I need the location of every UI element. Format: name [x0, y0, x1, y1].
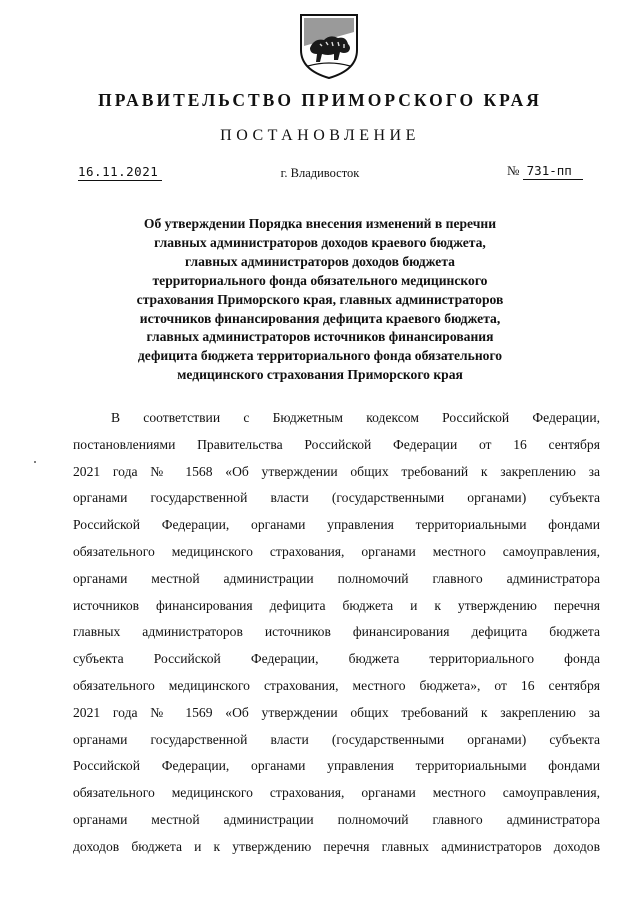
coat-of-arms-icon: [298, 12, 360, 80]
body-line: субъекта Российской Федерации, бюджета территориального фонда: [73, 651, 600, 667]
document-number: [507, 163, 583, 180]
organization-title: ПРАВИТЕЛЬСТВО ПРИМОРСКОГО КРАЯ: [98, 90, 542, 110]
heading-line: страхования Приморского края, главных администраторов: [136, 291, 504, 307]
document-date: 16.11.2021: [78, 164, 162, 181]
heading-line: дефицита бюджета территориального фонда обязательного: [137, 348, 503, 364]
heading-line: Об утверждении Порядка внесения изменений в перечни: [143, 216, 497, 231]
document-city: г. Владивосток: [280, 166, 360, 180]
body-line: органами государственной власти (государственными органами) субъекта: [73, 731, 600, 747]
body-line: постановлениями Правительства Российской Федерации от 16 сентября: [73, 436, 600, 452]
body-line: органами местной администрации полномочий главного администратора: [73, 811, 600, 827]
number-value: 731-пп: [523, 163, 583, 180]
document-heading: [90, 215, 550, 385]
body-line: органами местной администрации полномочий главного администратора: [73, 570, 600, 586]
scan-speck: [34, 461, 36, 463]
body-line: обязательного медицинского страхования, органами местного самоуправления,: [73, 543, 600, 559]
heading-line: территориального фонда обязательного медицинского: [152, 272, 488, 288]
body-line: Российской Федерации, органами управления территориальными фондами: [73, 758, 600, 774]
body-line: органами государственной власти (государственными органами) субъекта: [73, 490, 600, 506]
heading-line: медицинского страхования Приморского края: [177, 367, 463, 383]
heading-line: главных администраторов доходов краевого бюджета,: [154, 234, 486, 250]
body-line: обязательного медицинского страхования, местного бюджета», от 16 сентября: [73, 677, 600, 693]
heading-line: главных администраторов доходов бюджета: [185, 253, 455, 269]
body-line: обязательного медицинского страхования, органами местного самоуправления,: [73, 785, 600, 801]
number-prefix: №: [507, 163, 520, 178]
heading-line: источников финансирования дефицита краевого бюджета,: [139, 310, 501, 326]
body-line: В соответствии с Бюджетным кодексом Российской Федерации,: [111, 410, 600, 425]
heading-line: главных администраторов источников финансирования: [146, 329, 494, 345]
body-line: доходов бюджета и к утверждению перечня главных администраторов доходов: [73, 838, 600, 854]
body-paragraph: [73, 405, 600, 861]
body-line: источников финансирования дефицита бюджета и к утверждению перечня: [73, 597, 600, 613]
body-line: главных администраторов источников финансирования дефицита бюджета: [73, 624, 600, 640]
document-type: ПОСТАНОВЛЕНИЕ: [220, 127, 420, 144]
body-line: Российской Федерации, органами управления территориальными фондами: [73, 517, 600, 533]
body-line: 2021 года № 1568 «Об утверждении общих требований к закреплению за: [73, 463, 600, 479]
body-line: 2021 года № 1569 «Об утверждении общих требований к закреплению за: [73, 704, 600, 720]
